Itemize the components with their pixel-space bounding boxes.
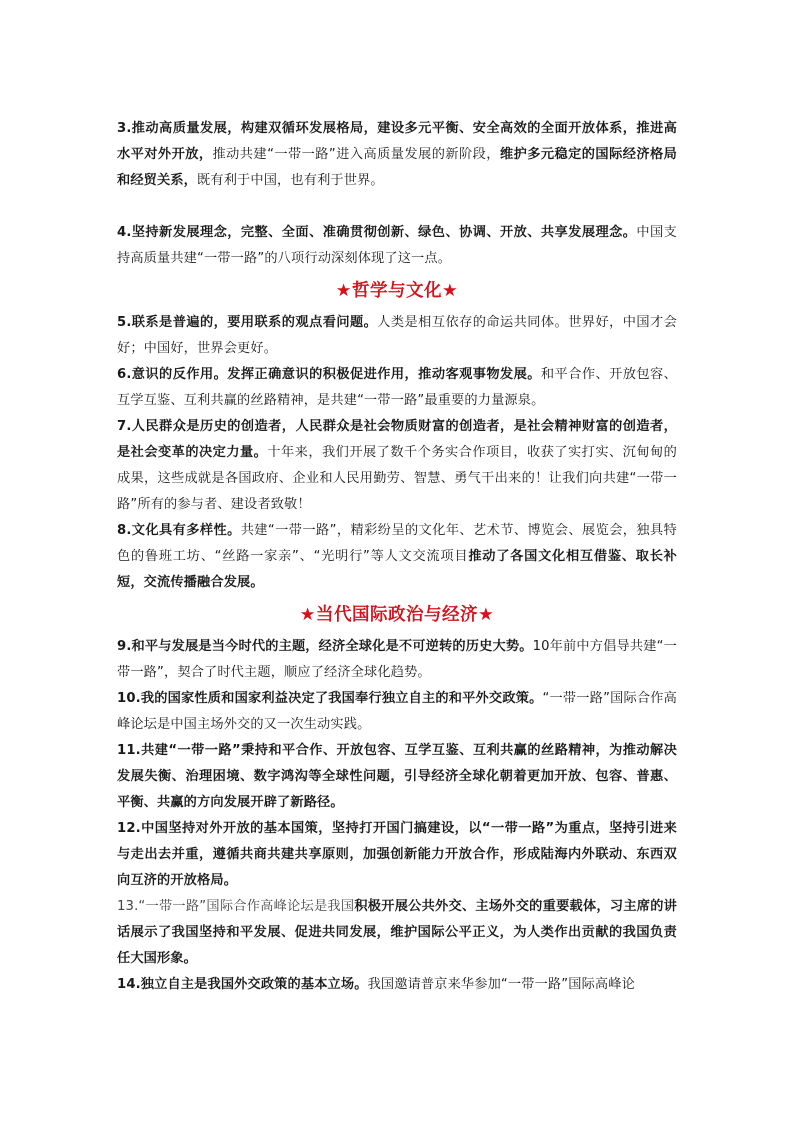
section-heading-philosophy: ★哲学与文化★ (335, 281, 459, 301)
p14-text-b: 我国邀请普京来华参加“一带一路”国际高峰论 (367, 977, 635, 992)
p13-bold-b: 积极开展公共外交、主场外交的重要载体， (354, 899, 610, 914)
paragraph-10 (117, 686, 677, 738)
p10-bold-a: 10.我的国家性质和国家利益决定了我国奉行独立自主的和平外交政策。 (117, 691, 543, 706)
p14-bold-a: 14.独立自主是我国外交政策的基本立场。 (117, 977, 368, 992)
paragraph-12 (117, 816, 677, 894)
p8-bold-a: 8.文化具有多样性。 (117, 523, 241, 538)
p13-bold-c: 习主席的讲话展示了我国坚持和平发展、促进共同发展，维护国际公平正义，为人类作出贡献的我国负责任大国形象。 (117, 899, 678, 966)
p3-text-d: 既有利于中国，也有利于世界。 (197, 173, 384, 188)
paragraph-7 (117, 414, 677, 518)
section-heading-politics-economy: ★当代国际政治与经济★ (299, 605, 495, 625)
p5-bold-a: 5.联系是普遍的，要用联系的观点看问题。 (117, 315, 378, 330)
p4-bold-a: 4.坚持新发展理念，完整、全面、准确贯彻创新、绿色、协调、开放、共享发展理念。 (117, 225, 637, 240)
p7-bold-a: 7.人民群众是历史的创造者，人民群众是社会物质财富的创造者，是社会精神财富的创造者，是社会变革的决定力量。 (117, 419, 677, 460)
paragraph-14 (117, 972, 677, 998)
p5-text-b: 人类是相互依存的命运共同体。世界好，中国才会好；中国好，世界会更好。 (117, 315, 677, 356)
p10-text-b: “一带一路”国际合作高峰论坛是中国主场外交的又一次生动实践。 (117, 691, 677, 732)
paragraph-9 (117, 634, 677, 686)
p3-bold-a: 3.推动高质量发展，构建双循环发展格局，建设多元平衡、安全高效的全面开放体系，推进高水平对外开放， (117, 121, 677, 162)
paragraph-4 (117, 220, 677, 272)
p3-bold-c: 维护多元稳定的国际经济格局和经贸关系， (117, 147, 677, 188)
p6-text-b: 和平合作、开放包容、互学互鉴、互利共赢的丝路精神，是共建“一带一路”最重要的力量源泉。 (117, 367, 677, 408)
p12-bold-a: 12.中国坚持对外开放的基本国策，坚持打开国门搞建设，以“一带一路”为重点，坚持引进来与走出去并重，遵循共商共建共享原则，加强创新能力开放合作，形成陆海内外联动、东西双向互济的开放格局。 (117, 821, 677, 888)
paragraph-11 (117, 738, 677, 816)
p9-text-b: 10年前中方倡导共建“一带一路”，契合了时代主题，顺应了经济全球化趋势。 (117, 639, 677, 680)
p3-text-b: 推动共建“一带一路”进入高质量发展的新阶段， (212, 147, 500, 162)
p9-bold-a: 9.和平与发展是当今时代的主题，经济全球化是不可逆转的历史大势。 (117, 639, 533, 654)
paragraph-5 (117, 310, 677, 362)
paragraph-6 (117, 362, 677, 414)
p6-bold-a: 6.意识的反作用。发挥正确意识的积极促进作用，推动客观事物发展。 (117, 367, 541, 382)
p4-text-b: 中国支持高质量共建“一带一路”的八项行动深刻体现了这一点。 (117, 225, 677, 266)
spacer (117, 194, 677, 220)
p7-text-b: 十年来，我们开展了数千个务实合作项目，收获了实打实、沉甸甸的成果，这些成就是各国政府、企业和人民用勤劳、智慧、勇气干出来的！让我们向共建“一带一路”所有的参与者、建设者致敬！ (117, 445, 678, 512)
paragraph-3 (117, 116, 677, 194)
p8-text-b: 共建“一带一路”，精彩纷呈的文化年、艺术节、博览会、展览会，独具特色的鲁班工坊、“丝路一家亲”、“光明行”等人文交流项目 (117, 523, 677, 564)
content-column (117, 116, 677, 998)
paragraph-8 (117, 518, 677, 596)
p8-bold-c: 推动了各国文化相互借鉴、取长补短，交流传播融合发展。 (117, 549, 677, 590)
p13-text-a: 13.“一带一路”国际合作高峰论坛是我国 (117, 899, 355, 914)
p11-bold-a: 11.共建“一带一路”秉持和平合作、开放包容、互学互鉴、互利共赢的丝路精神，为推动解决发展失衡、治理困境、数字鸿沟等全球性问题，引导经济全球化朝着更加开放、包容、普惠、平衡、共赢的方向发展开辟了新路径。 (117, 743, 677, 810)
paragraph-13 (117, 894, 677, 972)
